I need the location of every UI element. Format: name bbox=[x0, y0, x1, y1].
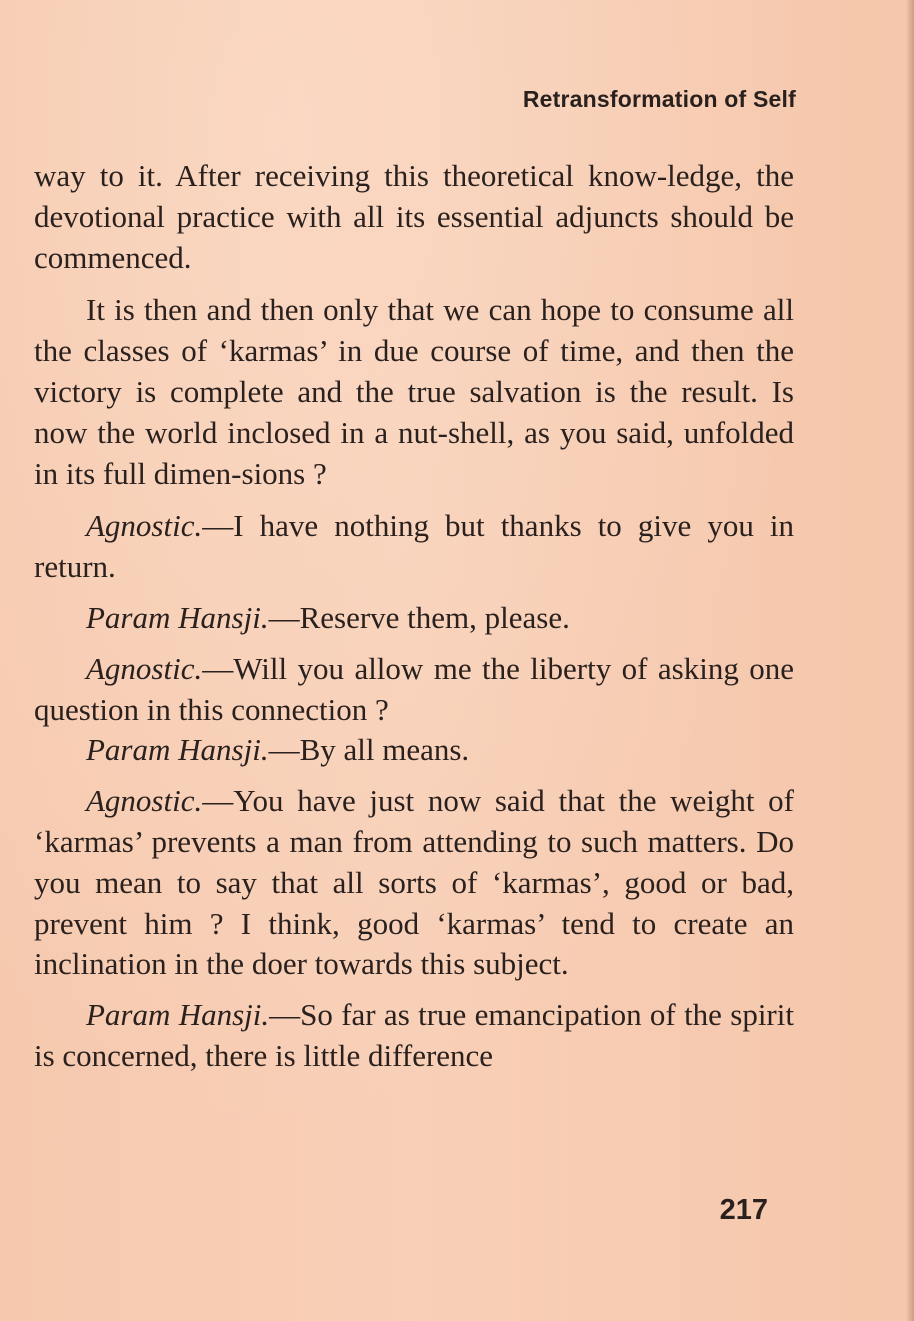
dialogue-agnostic-2 bbox=[34, 649, 794, 731]
dialogue-param-hansji-2 bbox=[34, 730, 794, 771]
dialogue-text: —I have nothing but thanks to give you in return. bbox=[34, 508, 794, 585]
dialogue-param-hansji-1 bbox=[34, 598, 794, 639]
dialogue-text: —Will you allow me the liberty of asking one question in this connection ? bbox=[34, 650, 794, 727]
page-edge-shadow bbox=[906, 0, 914, 1321]
dialogue-text: —Reserve them, please. bbox=[268, 599, 570, 635]
dialogue-agnostic-3 bbox=[34, 781, 794, 985]
page-number: 217 bbox=[719, 1194, 768, 1226]
page-body bbox=[34, 156, 794, 1077]
paragraph-1 bbox=[34, 156, 794, 278]
dialogue-param-hansji-3 bbox=[34, 995, 794, 1077]
dialogue-text: —You have just now said that the weight of ‘karmas’ prevents a man from attending to such matters. Do you mean to say that all sorts of ‘karmas’, good or bad, prevent him ? I think, good ‘karmas’ tend to create an inclination in the doer towards this subject. bbox=[34, 783, 794, 982]
speaker-name: Agnostic. bbox=[86, 508, 203, 544]
dialogue-text: —By all means. bbox=[268, 732, 470, 768]
speaker-name: Agnostic. bbox=[86, 783, 203, 819]
paragraph-text: way to it. After receiving this theoretical know-ledge, the devotional practice with all its essential adjuncts should be commenced. bbox=[34, 158, 794, 275]
paragraph-2 bbox=[34, 290, 794, 494]
speaker-name: Param Hansji. bbox=[86, 599, 269, 635]
dialogue-text: —So far as true emancipation of the spirit is concerned, there is little difference bbox=[34, 997, 794, 1073]
running-header: Retransformation of Self bbox=[522, 86, 796, 112]
speaker-name: Param Hansji. bbox=[86, 997, 270, 1033]
speaker-name: Agnostic. bbox=[86, 650, 203, 686]
dialogue-agnostic-1 bbox=[34, 506, 794, 588]
speaker-name: Param Hansji. bbox=[86, 732, 269, 768]
paragraph-text: It is then and then only that we can hope to consume all the classes of ‘karmas’ in due course of time, and then the victory is complete and the true salvation is the result. Is now the world inclosed in a nut-shell, as you said, unfolded in its full dimen-sions ? bbox=[34, 292, 794, 491]
